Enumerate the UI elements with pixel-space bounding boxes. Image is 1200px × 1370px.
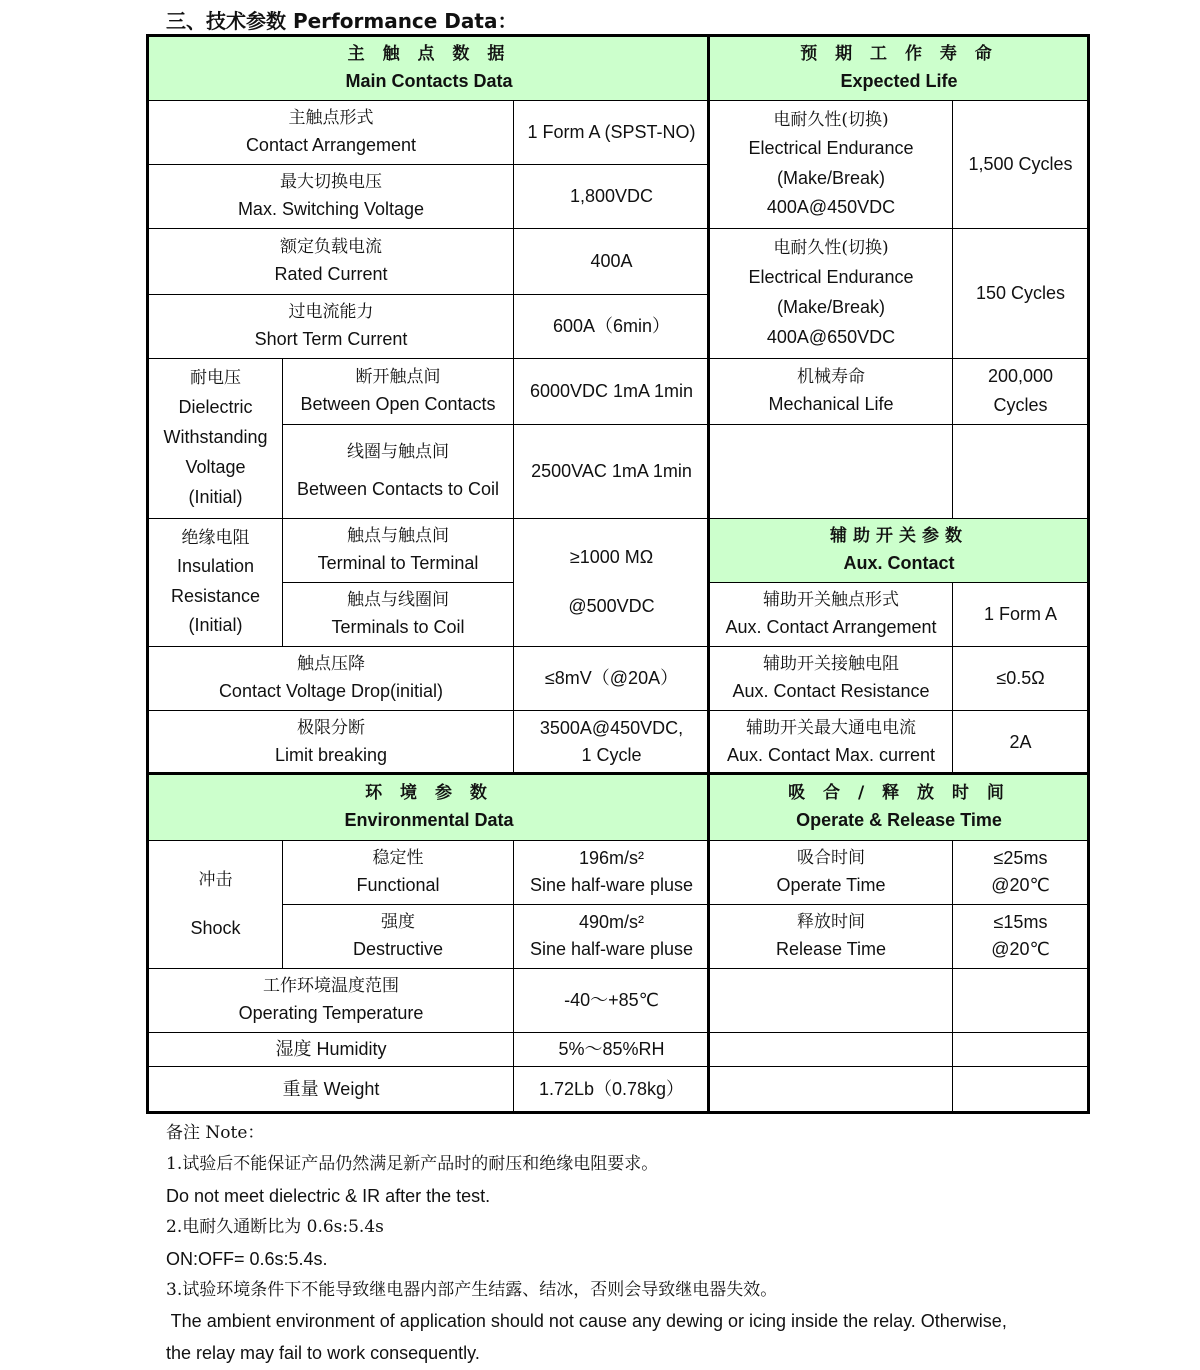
table-cell [148,1032,514,1067]
cell-text-line: (Make/Break) [776,297,886,317]
table-cell [709,840,953,905]
note-line: the relay may fail to work consequently. [166,1342,480,1363]
cell-text-line: 辅助开关接触电阻 [763,654,899,675]
cell-text-line: ≤8mV（@20A） [544,667,679,688]
table-cell [513,228,710,295]
cell-text-line: 吸合时间 [797,848,865,869]
notes-heading: 备注 Note： [166,1123,265,1143]
table-cell [513,1032,710,1067]
table-cell-empty [952,968,1089,1033]
table-cell-empty [709,968,953,1033]
table-section-header [148,774,710,841]
table-section-header [709,35,1089,101]
cell-text-line: 2A [1009,731,1032,752]
table-cell [513,294,710,359]
table-cell-empty [709,1066,953,1113]
cell-text-line: 冲击 [198,869,233,890]
table-cell-empty [952,1032,1089,1067]
table-cell [952,646,1089,711]
table-cell-empty [709,1032,953,1067]
cell-text-line: Limit breaking [274,745,388,766]
cell-text-line: Mechanical Life [768,394,894,415]
table-cell [282,518,514,583]
cell-text-line: 490m/s² [578,911,645,932]
cell-text-line: Aux. Contact [843,553,955,574]
cell-text-line: ≥1000 MΩ [569,547,654,568]
cell-text-line: 200,000 [987,366,1054,387]
cell-text-line: @20℃ [991,875,1050,896]
table-cell-empty [952,1066,1089,1113]
table-cell [148,164,514,229]
table-cell [709,646,953,711]
cell-text-line: Aux. Contact Max. current [726,745,936,766]
cell-text-line: 400A@450VDC [766,197,896,218]
cell-text-line: Electrical Endurance [748,138,914,159]
table-cell [282,904,514,969]
cell-text-line: Operating Temperature [238,1003,424,1024]
cell-text-line: (Initial) [188,615,243,636]
cell-text-line: -40～+85℃ [564,989,659,1010]
notes-section [166,1118,1007,1369]
table-cell [513,840,710,905]
cell-text-line: 196m/s² [578,847,645,868]
cell-text-line: 预 期 工 作 寿 命 [800,43,998,64]
cell-text-line: 工作环境温度范围 [263,976,399,997]
cell-text-line: 吸 合 / 释 放 时 间 [788,782,1010,803]
cell-text-line: Operate & Release Time [796,810,1002,831]
cell-text-line: 1 Cycle [581,745,642,766]
table-cell [148,1066,514,1113]
table-section-header [709,518,1089,583]
cell-text-line: 1.72Lb（0.78kg） [538,1078,685,1099]
cell-text-line: 主 触 点 数 据 [347,43,511,64]
cell-text-line: 最大切换电压 [280,172,382,193]
cell-text-line: 线圈与触点间 [347,442,449,463]
table-cell [148,294,514,359]
table-cell [952,100,1089,229]
cell-text-line: 电耐久性(切换) [773,238,889,259]
cell-text-line: 辅助开关触点形式 [763,590,899,611]
cell-text-line: 触点与线圈间 [347,590,449,611]
cell-text-line: 释放时间 [797,912,865,933]
cell-text-line: Cycles [993,394,1048,415]
table-section-header [148,35,710,101]
cell-text-line: 稳定性 [372,848,424,869]
cell-text-line: Sine half-ware pluse [529,875,694,896]
cell-text-line: 1,800VDC [569,185,654,206]
cell-text-line: Aux. Contact Arrangement [725,617,937,638]
table-cell-empty [709,424,953,519]
table-cell [148,840,283,969]
table-cell-empty [952,424,1089,519]
cell-text-line: 600A（6min） [552,315,671,336]
note-line: 2.电耐久通断比为 0.6s:5.4s [166,1217,384,1238]
cell-text-line: Shock [190,917,241,938]
cell-text-line: Terminals to Coil [331,617,465,638]
table-cell [513,518,710,647]
cell-text-line: 400A@650VDC [766,326,896,347]
cell-text-line: Functional [356,875,440,896]
table-section-header [709,774,1089,841]
cell-text-line: 强度 [381,912,415,933]
cell-text-line: (Initial) [188,487,243,508]
cell-text-line: ≤15ms [993,911,1048,932]
cell-text-line: 重量 Weight [282,1078,380,1099]
cell-text-line: 绝缘电阻 [181,527,250,548]
cell-text-line: (Make/Break) [776,167,886,188]
table-cell [148,968,514,1033]
table-cell [148,518,283,647]
cell-text-line: 过电流能力 [288,302,374,323]
cell-text-line: 辅助开关参数 [830,526,968,547]
cell-text-line: 2500VAC 1mA 1min [531,460,692,481]
page-title: 三、技术参数 Performance Data： [166,9,518,33]
table-cell [148,228,514,295]
cell-text-line: 电耐久性(切换) [773,109,889,130]
cell-text-line: Aux. Contact Resistance [732,681,930,702]
cell-text-line: Electrical Endurance [748,267,914,288]
cell-text-line: 1 Form A (SPST-NO) [527,121,696,142]
table-center-divider [707,34,710,1114]
table-cell [282,840,514,905]
table-cell [513,646,710,711]
table-cell [513,358,710,425]
cell-text-line: Contact Arrangement [245,135,417,156]
cell-text-line: 1,500 Cycles [968,153,1073,174]
cell-text-line: 5%～85%RH [558,1038,665,1059]
cell-text-line: 机械寿命 [797,366,865,387]
cell-text-line: ≤25ms [993,847,1048,868]
note-line: 3.试验环境条件下不能导致继电器内部产生结露、结冰，否则会导致继电器失效。 [166,1280,778,1301]
cell-text-line: 150 Cycles [975,282,1066,303]
table-cell [513,100,710,165]
cell-text-line: Withstanding [163,427,268,448]
cell-text-line: Rated Current [274,264,388,285]
cell-text-line: Resistance [170,585,261,606]
table-cell [709,582,953,647]
note-line: Do not meet dielectric & IR after the test. [166,1185,491,1206]
cell-text-line: 触点与触点间 [347,526,449,547]
cell-text-line: 触点压降 [297,654,365,675]
cell-text-line: 断开触点间 [355,366,441,387]
table-cell [709,710,953,775]
table-cell [513,904,710,969]
table-cell [513,424,710,519]
cell-text-line: Environmental Data [344,810,514,831]
table-cell [709,100,953,229]
cell-text-line: Dielectric [178,397,253,418]
table-cell [513,710,710,775]
cell-text-line: 400A [590,250,633,271]
cell-text-line: @20℃ [991,939,1050,960]
table-cell [513,164,710,229]
table-cell [148,646,514,711]
table-cell [282,582,514,647]
table-cell [148,100,514,165]
cell-text-line: Max. Switching Voltage [237,199,425,220]
table-cell [709,904,953,969]
table-cell [709,358,953,425]
table-cell [148,358,283,519]
table-cell [952,710,1089,775]
cell-text-line: @500VDC [568,596,655,617]
table-cell [952,904,1089,969]
cell-text-line: 1 Form A [983,603,1058,624]
cell-text-line: 主触点形式 [288,108,374,129]
cell-text-line: Release Time [775,939,887,960]
table-cell [952,840,1089,905]
cell-text-line: Between Contacts to Coil [296,479,500,500]
cell-text-line: 极限分断 [297,718,365,739]
table-cell [148,710,514,775]
note-line: The ambient environment of application should not cause any dewing or icing inside the relay. Otherwise, [166,1311,1007,1332]
cell-text-line: 3500A@450VDC, [539,717,684,738]
cell-text-line: Operate Time [776,875,886,896]
table-section-divider [146,772,1090,775]
cell-text-line: 辅助开关最大通电电流 [746,718,916,739]
cell-text-line: Contact Voltage Drop(initial) [218,681,444,702]
table-cell [952,358,1089,425]
cell-text-line: Expected Life [840,70,958,91]
cell-text-line: 环 境 参 数 [365,782,493,803]
table-cell [952,582,1089,647]
table-cell [513,1066,710,1113]
table-cell [513,968,710,1033]
cell-text-line: Voltage [185,457,246,478]
table-cell [282,424,514,519]
table-cell [952,228,1089,359]
cell-text-line: Terminal to Terminal [317,553,479,574]
cell-text-line: ≤0.5Ω [996,667,1045,688]
table-cell [709,228,953,359]
cell-text-line: 湿度 Humidity [275,1038,387,1059]
cell-text-line: Main Contacts Data [345,70,513,91]
cell-text-line: 耐电压 [190,368,241,389]
cell-text-line: 额定负载电流 [280,236,382,257]
cell-text-line: Insulation [176,556,255,577]
cell-text-line: Short Term Current [254,329,408,350]
cell-text-line: Destructive [352,939,444,960]
cell-text-line: Sine half-ware pluse [529,939,694,960]
cell-text-line: Between Open Contacts [300,394,496,415]
cell-text-line: 6000VDC 1mA 1min [529,380,694,401]
table-cell [282,358,514,425]
note-line: ON:OFF= 0.6s:5.4s. [166,1248,328,1269]
note-line: 1.试验后不能保证产品仍然满足新产品时的耐压和绝缘电阻要求。 [166,1154,659,1175]
